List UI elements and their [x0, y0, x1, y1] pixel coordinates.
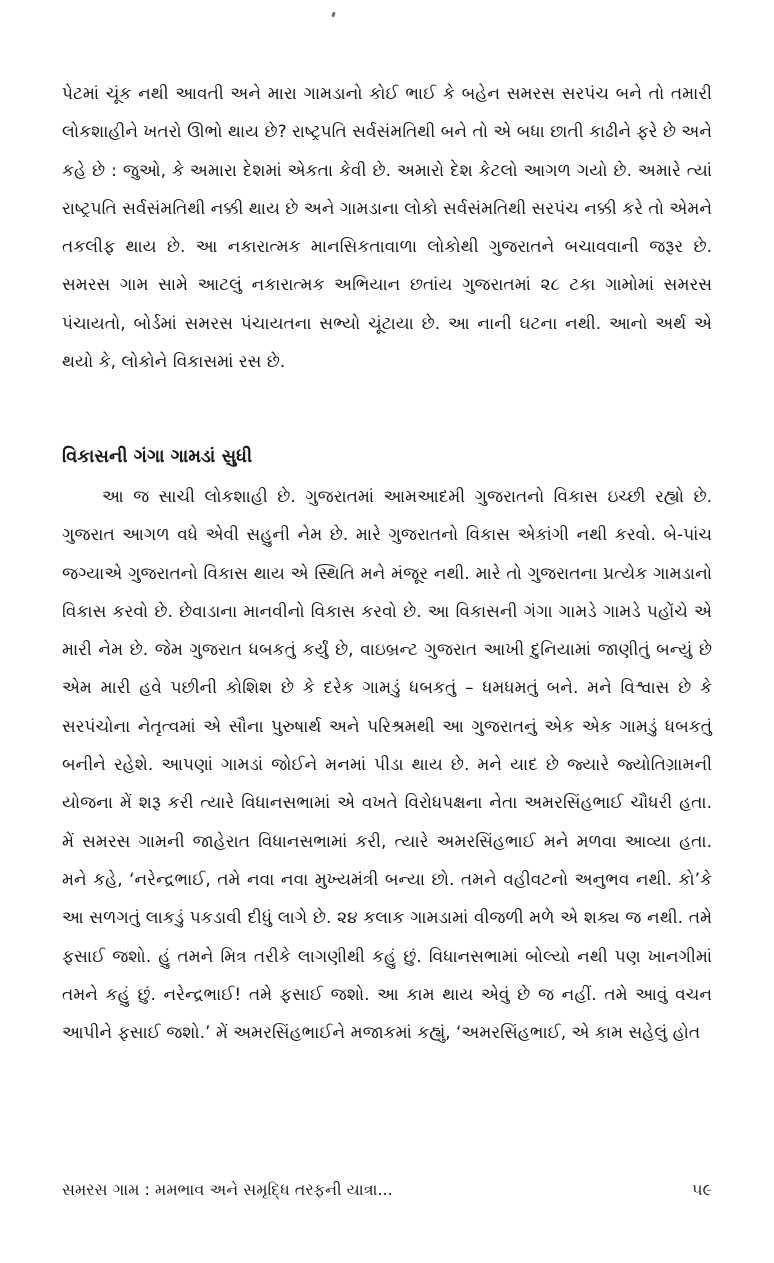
page-footer [62, 1175, 712, 1205]
running-footer-title: સમરસ ગામ : મમભાવ અને સમૃદ્ધિ તરફની યાત્રા... [62, 1180, 393, 1199]
text-block-main [62, 478, 712, 1052]
section-heading: વિકાસની ગંગા ગામડાં સુધી [62, 446, 253, 467]
paragraph-continuation: પેટમાં ચૂંક નથી આવતી અને મારા ગામડાનો કોઈ ભાઈ કે બહેન સમરસ સરપંચ બને તો તમારી લોકશાહીને ખતરો ઊભો થાય છે? રાષ્ટ્રપતિ સર્વસંમતિથી બને તો એ બધા છાતી કાઢીને ફરે છે અને કહે છે : જુઓ, કે અમારા દેશમાં એકતા કેવી છે. અમારો દેશ કેટલો આગળ ગયો છે. અમારે ત્યાં રાષ્ટ્રપતિ સર્વસંમતિથી નક્કી થાય છે અને ગામડાના લોકો સર્વસંમતિથી સરપંચ નક્કી કરે તો એમને તકલીફ થાય છે. આ નકારાત્મક માનસિકતાવાળા લોકોથી ગુજરાતને બચાવવાની જરૂર છે. સમરસ ગામ સામે આટલું નકારાત્મક અભિયાન છતાંય ગુજરાતમાં ૨૮ ટકા ગામોમાં સમરસ પંચાયતો, બોર્ડમાં સમરસ પંચાયતના સભ્યો ચૂંટાયા છે. આ નાની ઘટના નથી. આનો અર્થ એ થયો કે, લોકોને વિકાસમાં રસ છે. [62, 84, 713, 373]
page-number: ૫૯ [692, 1180, 712, 1199]
paragraph-body: આ જ સાચી લોકશાહી છે. ગુજરાતમાં આમઆદમી ગુજરાતનો વિકાસ ઇચ્છી રહ્યો છે. ગુજરાત આગળ વધે એવી સહુની નેમ છે. મારે ગુજરાતનો વિકાસ એકાંગી નથી કરવો. બે-પાંચ જગ્યાએ ગુજરાતનો વિકાસ થાય એ સ્થિતિ મને મંજૂર નથી. મારે તો ગુજરાતના પ્રત્યેક ગામડાનો વિકાસ કરવો છે. છેવાડાના માનવીનો વિકાસ કરવો છે. આ વિકાસની ગંગા ગામડે ગામડે પહોંચે એ મારી નેમ છે. જેમ ગુજરાત ધબકતું કર્યું છે, વાઇબ્રન્ટ ગુજરાત આખી દુનિયામાં જાણીતું બન્યું છે એમ મારી હવે પછીની કોશિશ છે કે દરેક ગામડું ધબકતું – ધમધમતું બને. મને વિશ્વાસ છે કે સરપંચોના નેતૃત્વમાં એ સૌના પુરુષાર્થ અને પરિશ્રમથી આ ગુજરાતનું એક એક ગામડું ધબકતું બનીને રહેશે. આપણાં ગામડાં જોઈને મનમાં પીડા થાય છે. મને યાદ છે જ્યારે જ્યોતિગ્રામની યોજના મેં શરૂ કરી ત્યારે વિધાનસભામાં એ વખતે વિરોધપક્ષના નેતા અમરસિંહભાઈ ચૌધરી હતા. મેં સમરસ ગામની જાહેરાત વિધાનસભામાં કરી, ત્યારે અમરસિંહભાઈ મને મળવા આવ્યા હતા. મને કહે, ‘નરેન્દ્રભાઈ, તમે નવા નવા મુખ્યમંત્રી બન્યા છો. તમને વહીવટનો અનુભવ નથી. કો’કે આ સળગતું લાકડું પકડાવી દીધું લાગે છે. ૨૪ કલાક ગામડામાં વીજળી મળે એ શક્ય જ નથી. તમે ફસાઈ જશો. હું તમને મિત્ર તરીકે લાગણીથી કહું છું. વિધાનસભામાં બોલ્યો નથી પણ ખાનગીમાં તમને કહું છું. નરેન્દ્રભાઈ! તમે ફસાઈ જશો. આ કામ થાય એવું છે જ નહીં. તમે આવું વચન આપીને ફસાઈ જશો.’ મેં અમરસિંહભાઈને મજાકમાં કહ્યું, ‘અમરસિંહભાઈ, એ કામ સહેલું હોત [62, 487, 712, 1044]
text-block-top [62, 75, 712, 381]
print-speck [331, 12, 336, 18]
